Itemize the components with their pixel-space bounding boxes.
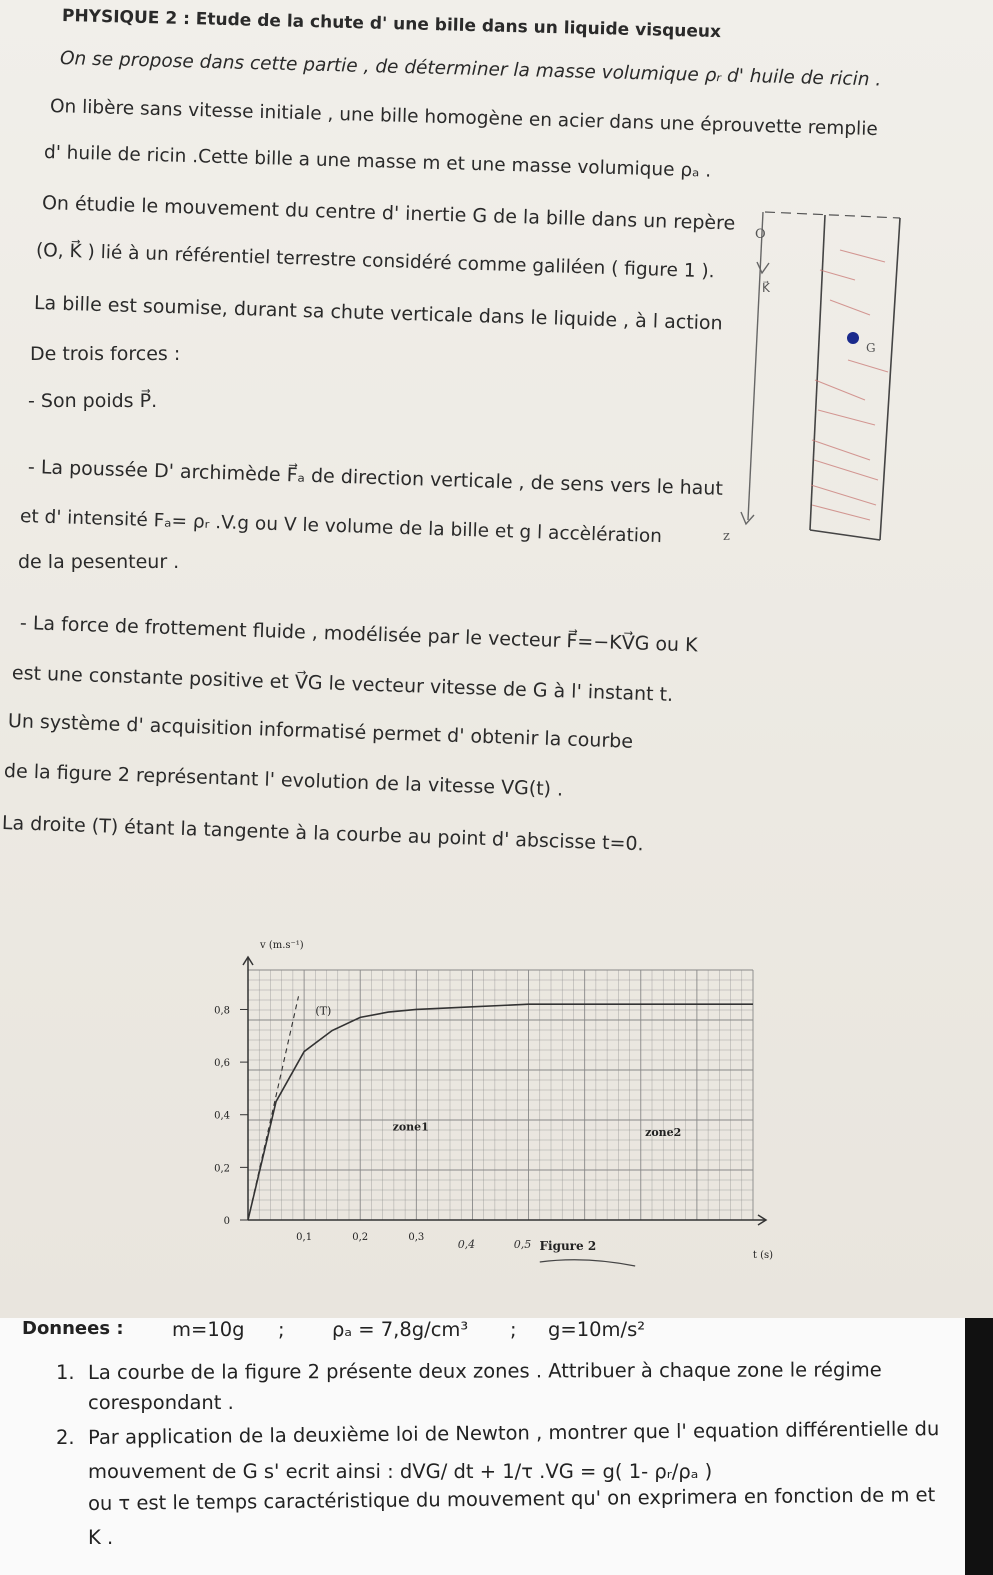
- text-line: et d' intensité Fₐ= ρᵣ .V.g ou V le volume de la bille et g l accèlération: [19, 506, 663, 548]
- data-separator: ;: [510, 1318, 517, 1341]
- y-tick-label: 0,2: [214, 1163, 230, 1175]
- text-line: On étudie le mouvement du centre d' inertie G de la bille dans un repère: [41, 192, 736, 235]
- text-line: - La poussée D' archimède F⃗ₐ de direction verticale , de sens vers le haut: [27, 456, 724, 500]
- y-tick-label: 0,4: [214, 1110, 230, 1122]
- x-tick-label: 0,3: [408, 1232, 425, 1243]
- question-line: La courbe de la figure 2 présente deux zones . Attribuer à chaque zone le régime: [87, 1358, 882, 1384]
- y-tick-label: 0,6: [214, 1058, 230, 1070]
- question-number: 1.: [56, 1361, 75, 1384]
- tangent-label: (T): [315, 1004, 332, 1018]
- steel-ball: [847, 332, 859, 344]
- dark-edge: [965, 1318, 993, 1575]
- figure-1-label-z: z: [723, 529, 730, 544]
- data-label: Donnees :: [22, 1318, 124, 1339]
- data-density: ρₐ = 7,8g/cm³: [332, 1318, 469, 1341]
- text-line: La droite (T) étant la tangente à la courbe au point d' abscisse t=0.: [1, 812, 644, 856]
- text-line: (O, K⃗ ) lié à un référentiel terrestre considéré comme galiléen ( figure 1 ).: [35, 240, 715, 283]
- x-tick-handwritten: 0,4: [457, 1238, 476, 1251]
- question-line: ou τ est le temps caractéristique du mouvement qu' on exprimera en fonction de m et: [87, 1483, 936, 1515]
- section-title: PHYSIQUE 2 : Etude de la chute d' une bille dans un liquide visqueux: [61, 6, 722, 43]
- y-tick-label: 0: [223, 1216, 230, 1227]
- figure-1-test-tube: [0, 0, 993, 560]
- text-line: De trois forces :: [30, 343, 181, 365]
- question-line: K .: [88, 1526, 114, 1549]
- text-line: de la pesenteur .: [18, 551, 180, 573]
- question-number: 2.: [56, 1426, 75, 1449]
- questions-area: [0, 1318, 993, 1575]
- zone-2-label: zone2: [645, 1125, 682, 1139]
- question-line: mouvement de G s' ecrit ainsi : dVG/ dt + 1/τ .VG = g( 1- ρᵣ/ρₐ ): [88, 1460, 713, 1483]
- data-separator: ;: [278, 1318, 285, 1341]
- velocity-curve: [248, 1004, 753, 1220]
- text-line: On se propose dans cette partie , de déterminer la masse volumique ρᵣ d' huile de ricin .: [59, 48, 882, 91]
- question-line: corespondant .: [88, 1391, 234, 1414]
- data-gravity: g=10m/s²: [548, 1318, 646, 1341]
- text-line: est une constante positive et V⃗G le vecteur vitesse de G à l' instant t.: [11, 662, 674, 706]
- x-tick-handwritten: 0,5: [513, 1238, 532, 1251]
- question-line: Par application de la deuxième loi de Newton , montrer que l' equation différentielle du: [87, 1417, 940, 1449]
- text-line: - La force de frottement fluide , modélisée par le vecteur F⃗=−KV⃗G ou K: [19, 612, 698, 657]
- y-tick-label: 0,8: [214, 1005, 230, 1017]
- caption-underline: [540, 1260, 635, 1266]
- x-tick-label: 0,1: [296, 1232, 313, 1243]
- figure-1-label-k: K⃗: [762, 281, 770, 295]
- x-axis-label: t (s): [752, 1250, 774, 1261]
- data-mass: m=10g: [172, 1318, 245, 1341]
- zone-1-label: zone1: [392, 1120, 429, 1134]
- figure-caption: Figure 2: [539, 1239, 597, 1253]
- x-tick-label: 0,2: [352, 1232, 369, 1243]
- text-line: de la figure 2 représentant l' evolution de la vitesse VG(t) .: [3, 760, 564, 801]
- text-line: d' huile de ricin .Cette bille a une masse m et une masse volumique ρₐ .: [43, 142, 712, 182]
- figure-1-label-g: G: [866, 341, 876, 355]
- text-line: - Son poids P⃗.: [28, 390, 158, 412]
- text-line: La bille est soumise, durant sa chute verticale dans le liquide , à l action: [33, 292, 723, 335]
- figure-2-chart: [214, 930, 778, 1290]
- velocity-chart: [214, 930, 778, 1290]
- y-axis-label: v (m.s⁻¹): [260, 940, 304, 951]
- text-line: On libère sans vitesse initiale , une bille homogène en acier dans une éprouvette remplie: [49, 96, 879, 141]
- figure-1-label-origin: O: [755, 227, 766, 242]
- text-line: Un système d' acquisition informatisé permet d' obtenir la courbe: [7, 710, 634, 753]
